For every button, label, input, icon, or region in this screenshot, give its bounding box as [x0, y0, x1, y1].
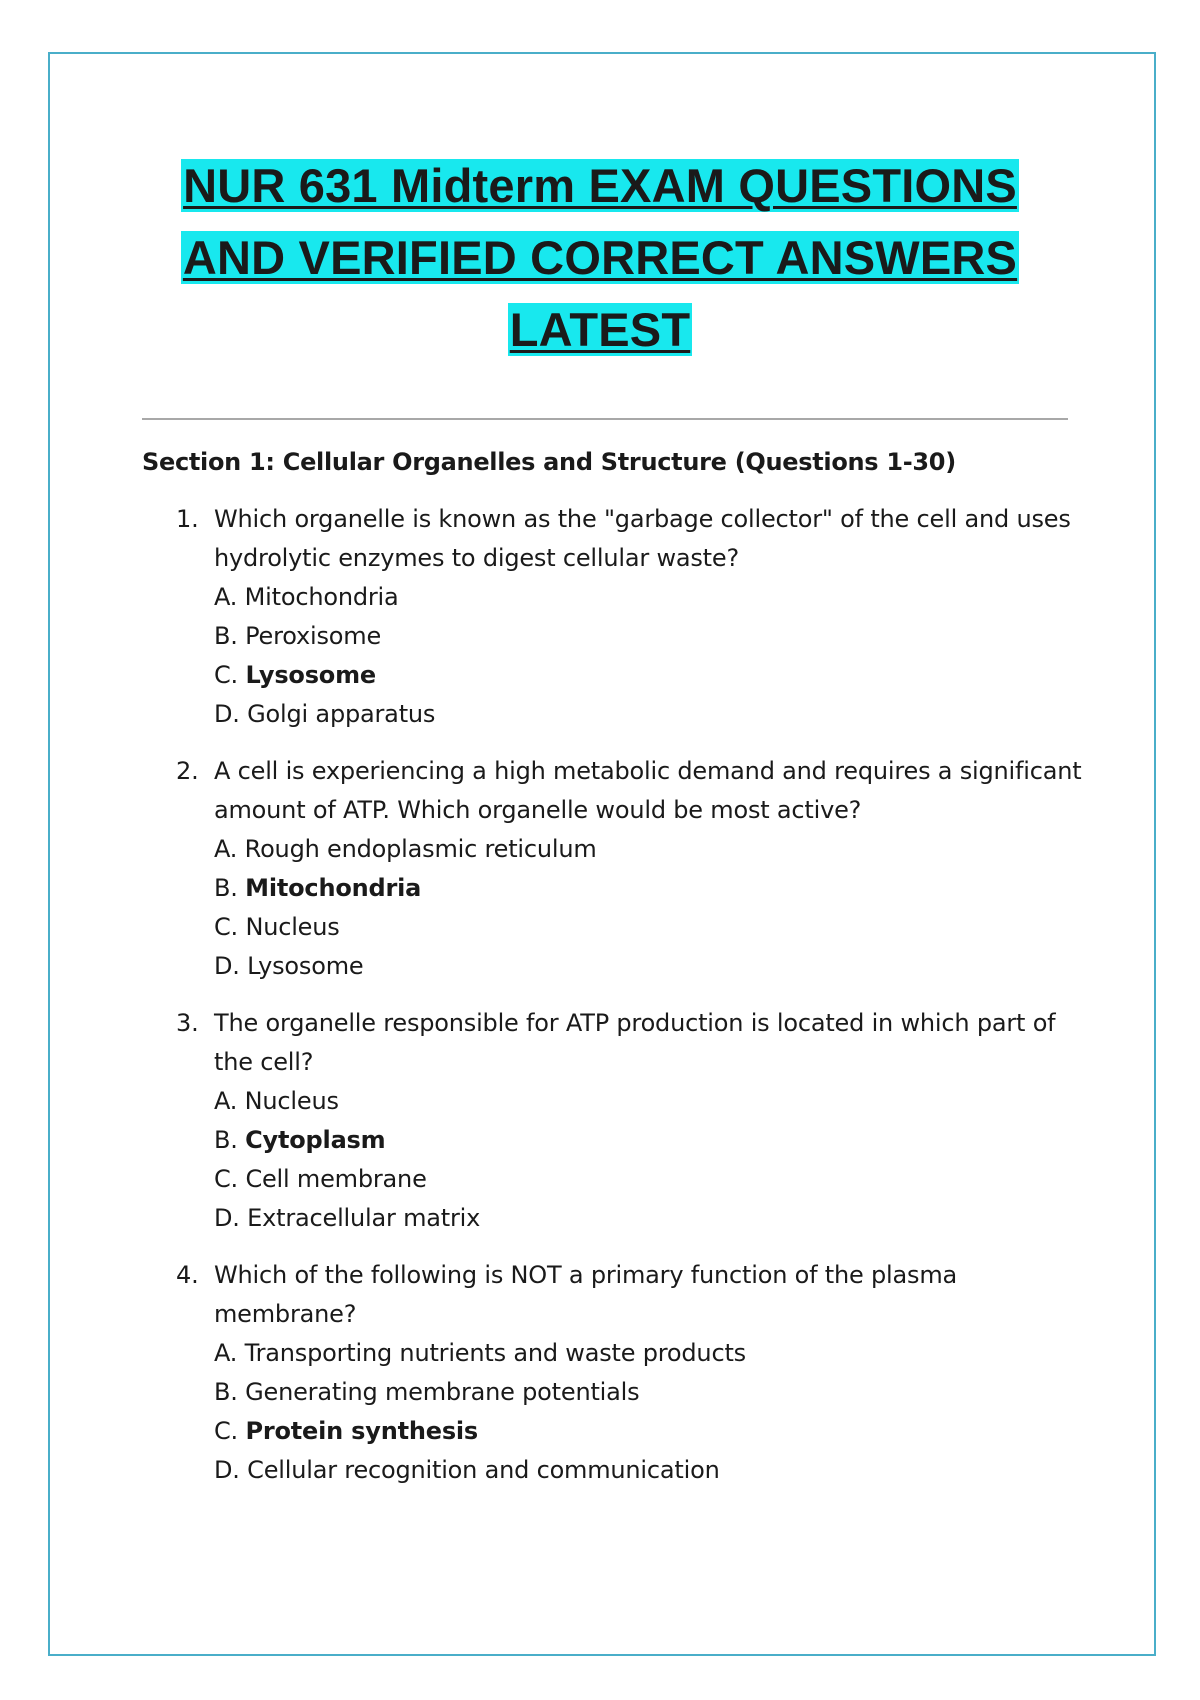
answer-option — [214, 1334, 1082, 1373]
option-text: Nucleus — [245, 913, 340, 941]
question-3 — [142, 1004, 1082, 1238]
option-letter: A. — [214, 1087, 238, 1115]
correct-answer-text: Mitochondria — [245, 874, 422, 902]
option-text: Mitochondria — [244, 583, 399, 611]
question-text: Which of the following is NOT a primary function of the plasma membrane? — [214, 1261, 958, 1328]
option-letter: D. — [214, 952, 240, 980]
question-number: 1. — [176, 505, 199, 533]
option-letter: B. — [214, 1126, 238, 1154]
option-text: Extracellular matrix — [247, 1204, 481, 1232]
question-list — [142, 500, 1082, 1508]
title-line-1: NUR 631 Midterm EXAM QUESTIONS — [183, 159, 1017, 212]
title-line-2: AND VERIFIED CORRECT ANSWERS — [182, 231, 1018, 284]
option-text: Golgi apparatus — [247, 700, 436, 728]
option-letter: A. — [214, 1339, 238, 1367]
question-text: The organelle responsible for ATP production is located in which part of the cell? — [214, 1009, 1056, 1076]
answer-option — [214, 1451, 1082, 1490]
answer-option — [214, 830, 1082, 869]
answer-option — [214, 1082, 1082, 1121]
option-text: Transporting nutrients and waste products — [244, 1339, 746, 1367]
option-letter: B. — [214, 874, 238, 902]
answer-option-correct — [214, 1121, 1082, 1160]
correct-answer-text: Lysosome — [245, 661, 376, 689]
horizontal-divider — [142, 418, 1068, 420]
option-letter: D. — [214, 1204, 240, 1232]
option-letter: C. — [214, 661, 238, 689]
answer-option — [214, 617, 1082, 656]
answer-option-correct — [214, 656, 1082, 695]
question-number: 3. — [176, 1009, 199, 1037]
answer-option — [214, 1373, 1082, 1412]
option-text: Cellular recognition and communication — [247, 1456, 720, 1484]
option-text: Generating membrane potentials — [245, 1378, 640, 1406]
question-number: 4. — [176, 1261, 199, 1289]
question-text: A cell is experiencing a high metabolic demand and requires a significant amount of ATP. Which organelle would be most active? — [214, 757, 1082, 824]
option-letter: B. — [214, 1378, 238, 1406]
section-heading: Section 1: Cellular Organelles and Structure (Questions 1-30) — [142, 448, 956, 476]
answer-option-correct — [214, 869, 1082, 908]
question-number: 2. — [176, 757, 199, 785]
option-text: Cell membrane — [245, 1165, 427, 1193]
correct-answer-text: Cytoplasm — [245, 1126, 386, 1154]
option-letter: D. — [214, 700, 240, 728]
option-text: Peroxisome — [245, 622, 382, 650]
answer-option — [214, 1199, 1082, 1238]
answer-option — [214, 695, 1082, 734]
answer-option-correct — [214, 1412, 1082, 1451]
correct-answer-text: Protein synthesis — [245, 1417, 479, 1445]
question-2 — [142, 752, 1082, 986]
answer-option — [214, 578, 1082, 617]
option-letter: C. — [214, 1165, 238, 1193]
document-title — [0, 150, 1200, 366]
option-letter: C. — [214, 913, 238, 941]
question-text: Which organelle is known as the "garbage collector" of the cell and uses hydrolytic enzymes to digest cellular waste? — [214, 505, 1071, 572]
question-1 — [142, 500, 1082, 734]
option-letter: B. — [214, 622, 238, 650]
question-4 — [142, 1256, 1082, 1490]
option-letter: A. — [214, 835, 238, 863]
option-letter: C. — [214, 1417, 238, 1445]
option-text: Lysosome — [247, 952, 364, 980]
option-text: Rough endoplasmic reticulum — [244, 835, 597, 863]
title-line-3: LATEST — [509, 303, 691, 356]
option-letter: D. — [214, 1456, 240, 1484]
answer-option — [214, 947, 1082, 986]
option-text: Nucleus — [244, 1087, 339, 1115]
answer-option — [214, 1160, 1082, 1199]
option-letter: A. — [214, 583, 238, 611]
answer-option — [214, 908, 1082, 947]
